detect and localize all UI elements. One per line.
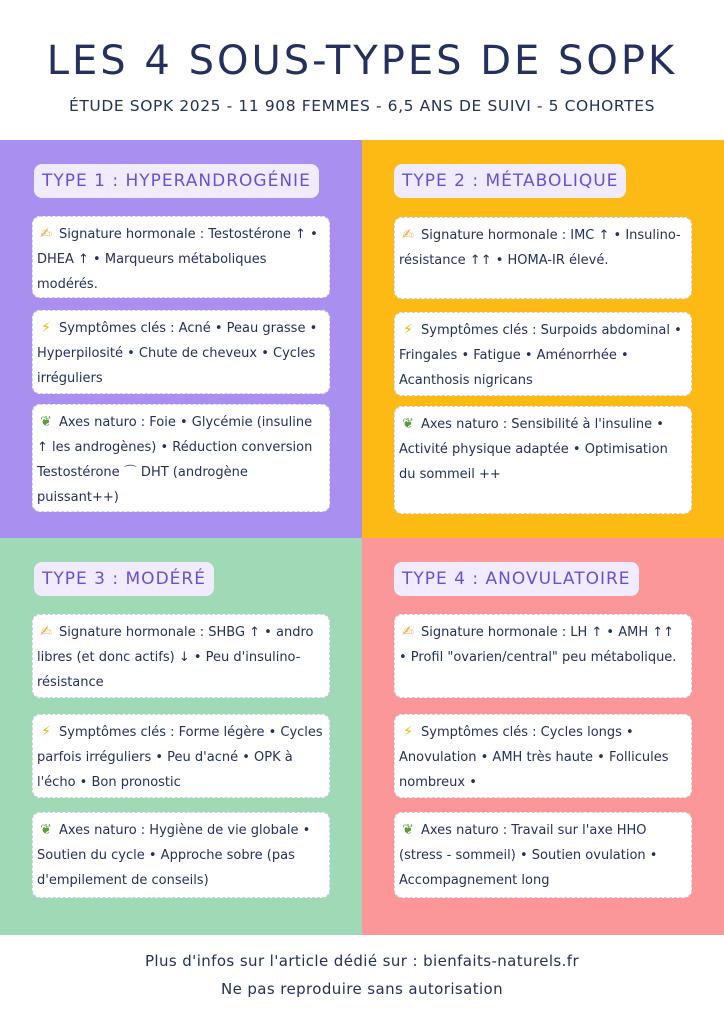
herb-icon: ❦ [402,416,414,432]
type-4-signature-card [394,614,692,698]
type-4-signature-text: Signature hormonale : LH ↑ • AMH ↑↑ • Profil "ovarien/central" peu métabolique. [399,625,677,665]
lightning-icon: ⚡ [403,322,413,338]
lightning-icon: ⚡ [403,724,413,740]
writing-hand-icon: ✍ [40,624,52,640]
type-2-label: TYPE 2 : MÉTABOLIQUE [394,164,626,198]
type-2-symptoms-card [394,312,692,396]
writing-hand-icon: ✍ [40,226,52,242]
type-1-naturo-text: Axes naturo : Foie • Glycémie (insuline ↑ les androgènes) • Réduction conversion Testostérone ⌒ DHT (androgène puissant++) [37,415,313,505]
type-2-signature-text: Signature hormonale : IMC ↑ • Insulino-résistance ↑↑ • HOMA-IR élevé. [399,228,681,268]
type-1-panel [0,140,362,538]
type-4-panel [362,538,724,935]
page-subtitle: ÉTUDE SOPK 2025 - 11 908 FEMMES - 6,5 ANS DE SUIVI - 5 COHORTES [68,97,656,115]
type-3-panel [0,538,362,935]
type-3-label: TYPE 3 : MODÉRÉ [34,562,214,596]
writing-hand-icon: ✍ [402,624,414,640]
writing-hand-icon: ✍ [402,227,414,243]
type-3-symptoms-card [32,714,330,798]
footer-article-link[interactable]: Plus d'infos sur l'article dédié sur : bienfaits-naturels.fr [144,952,580,970]
type-2-naturo-card [394,406,692,514]
type-2-panel [362,140,724,538]
type-4-symptoms-text: Symptômes clés : Cycles longs • Anovulation • AMH très haute • Follicules nombreux • [399,725,669,790]
type-1-symptoms-text: Symptômes clés : Acné • Peau grasse • Hyperpilosité • Chute de cheveux • Cycles irréguliers [37,321,318,386]
type-2-signature-card [394,217,692,299]
type-3-naturo-text: Axes naturo : Hygiène de vie globale • Soutien du cycle • Approche sobre (pas d'empilement de conseils) [37,823,311,888]
type-1-signature-card [32,216,330,298]
type-2-naturo-text: Axes naturo : Sensibilité à l'insuline • Activité physique adaptée • Optimisation du sommeil ++ [399,417,668,482]
footer-copyright: Ne pas reproduire sans autorisation [220,980,504,998]
herb-icon: ❦ [40,414,52,430]
page-title: LES 4 SOUS-TYPES DE SOPK [46,38,678,84]
type-4-naturo-card [394,812,692,898]
header [0,0,724,140]
footer [0,935,724,1024]
lightning-icon: ⚡ [41,724,51,740]
type-4-symptoms-card [394,714,692,798]
type-4-label: TYPE 4 : ANOVULATOIRE [394,562,639,596]
type-1-symptoms-card [32,310,330,394]
type-3-symptoms-text: Symptômes clés : Forme légère • Cycles parfois irréguliers • Peu d'acné • OPK à l'écho • Bon pronostic [37,725,323,790]
type-2-symptoms-text: Symptômes clés : Surpoids abdominal • Fringales • Fatigue • Aménorrhée • Acanthosis nigricans [399,323,682,388]
type-1-label: TYPE 1 : HYPERANDROGÉNIE [34,164,319,198]
type-4-naturo-text: Axes naturo : Travail sur l'axe HHO (stress - sommeil) • Soutien ovulation • Accompagnement long [399,823,658,888]
type-3-signature-text: Signature hormonale : SHBG ↑ • andro libres (et donc actifs) ↓ • Peu d'insulino-résistance [37,625,314,690]
type-3-naturo-card [32,812,330,898]
type-1-signature-text: Signature hormonale : Testostérone ↑ • DHEA ↑ • Marqueurs métaboliques modérés. [37,227,318,292]
herb-icon: ❦ [402,822,414,838]
type-1-naturo-card [32,404,330,512]
type-3-signature-card [32,614,330,698]
lightning-icon: ⚡ [41,320,51,336]
herb-icon: ❦ [40,822,52,838]
